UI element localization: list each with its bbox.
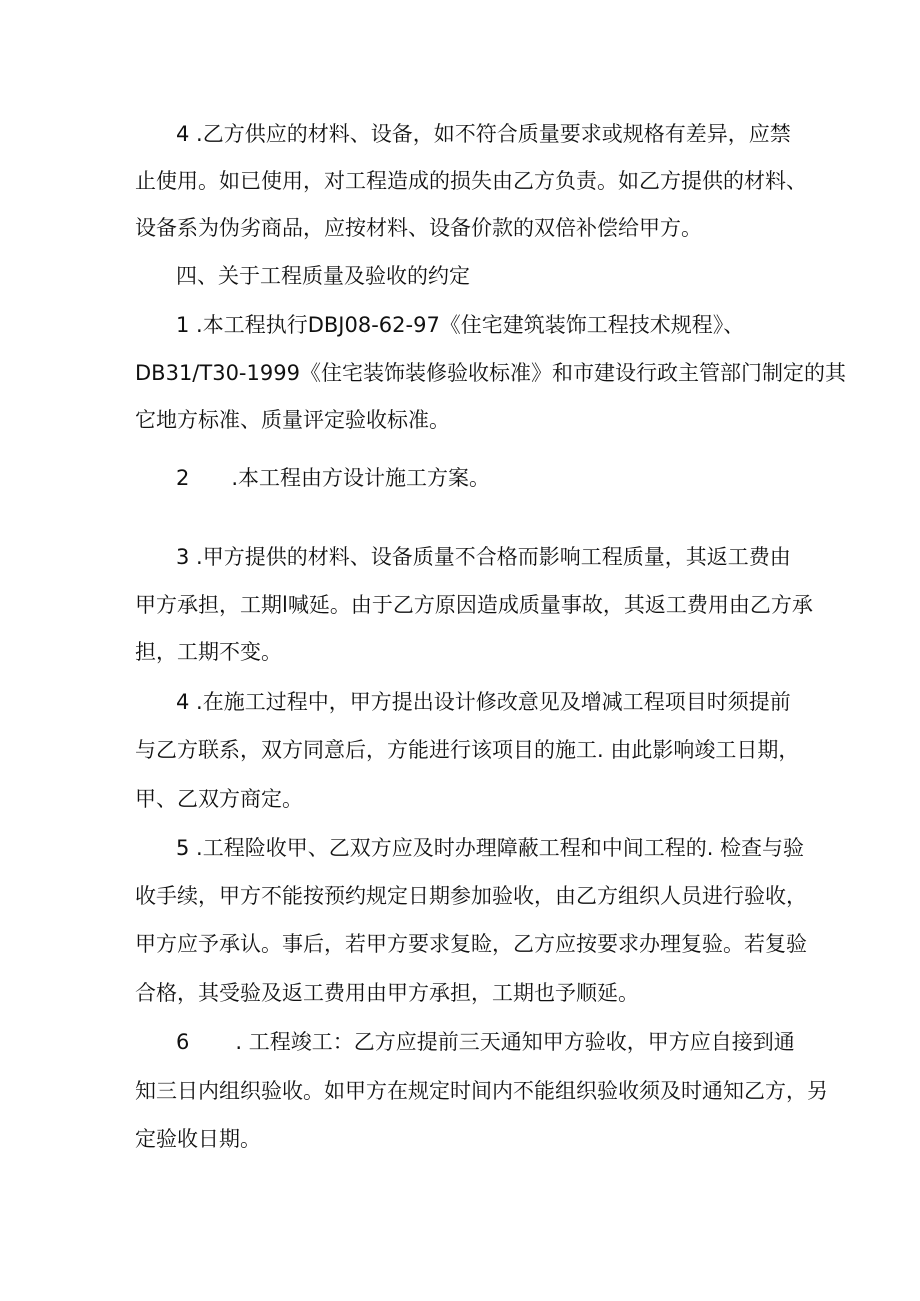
- item-5-line-4: 合格，其受验及返工费用由甲方承担，工期也予顺延。: [135, 981, 639, 1005]
- item-6-number: 6: [176, 1030, 190, 1054]
- item-6-text: . 工程竣工：乙方应提前三天通知甲方验收，甲方应自接到通: [235, 1030, 795, 1054]
- item-6-line-3: 定验收日期。: [135, 1127, 261, 1151]
- item-6-line-2: 知三日内组织验收。如甲方在规定时间内不能组织验收须及时通知乙方，另: [135, 1079, 828, 1103]
- item-5-line-1: 5 .工程险收甲、乙双方应及时办理障蔽工程和中间工程的. 检查与验: [176, 836, 805, 860]
- item-1-line-3: 它地方标准、质量评定验收标准。: [135, 408, 450, 432]
- item-3-line-2: 甲方承担，工期l喊延。由于乙方原因造成质量事故，其返工费用由乙方承: [135, 593, 813, 617]
- item-4-line-1: 4 .在施工过程中，甲方提出设计修改意见及增减工程项目时须提前: [176, 690, 791, 714]
- item-3-line-3: 担，工期不变。: [135, 640, 282, 664]
- paragraph-4-line-3: 设备系为伪劣商品，应按材料、设备价款的双倍补偿给甲方。: [135, 216, 702, 240]
- item-2-text: .本工程由方设计施工方案。: [231, 466, 491, 490]
- item-5-line-2: 收手续，甲方不能按预约规定日期参加验收，由乙方组织人员进行验收，: [135, 884, 807, 908]
- item-1-line-1: 1 .本工程执行DBJ08-62-97《住宅建筑装饰工程技术规程》、: [176, 313, 745, 337]
- item-1-line-2: DB31/T30-1999《住宅装饰装修验收标准》和市建设行政主管部门制定的其: [135, 361, 846, 385]
- paragraph-4-line-1: 4 .乙方供应的材料、设备，如不符合质量要求或规格有差异，应禁: [176, 122, 791, 146]
- item-4-line-3: 甲、乙双方商定。: [135, 787, 303, 811]
- item-4-line-2: 与乙方联系，双方同意后，方能进行该项目的施工. 由此影响竣工日期，: [135, 738, 800, 762]
- item-2-number: 2: [176, 466, 190, 490]
- item-2-line-1: [176, 464, 490, 492]
- paragraph-4-line-2: 止使用。如已使用，对工程造成的损失由乙方负责。如乙方提供的材料、: [135, 169, 807, 193]
- item-3-line-1: 3 .甲方提供的材料、设备质量不合格而影响工程质量，其返工费由: [176, 545, 791, 569]
- item-6-line-1: [176, 1028, 795, 1056]
- section-heading-4: 四、关于工程质量及验收的约定: [176, 264, 470, 288]
- item-5-line-3: 甲方应予承认。事后，若甲方要求复睑，乙方应按要求办理复验。若复验: [135, 932, 807, 956]
